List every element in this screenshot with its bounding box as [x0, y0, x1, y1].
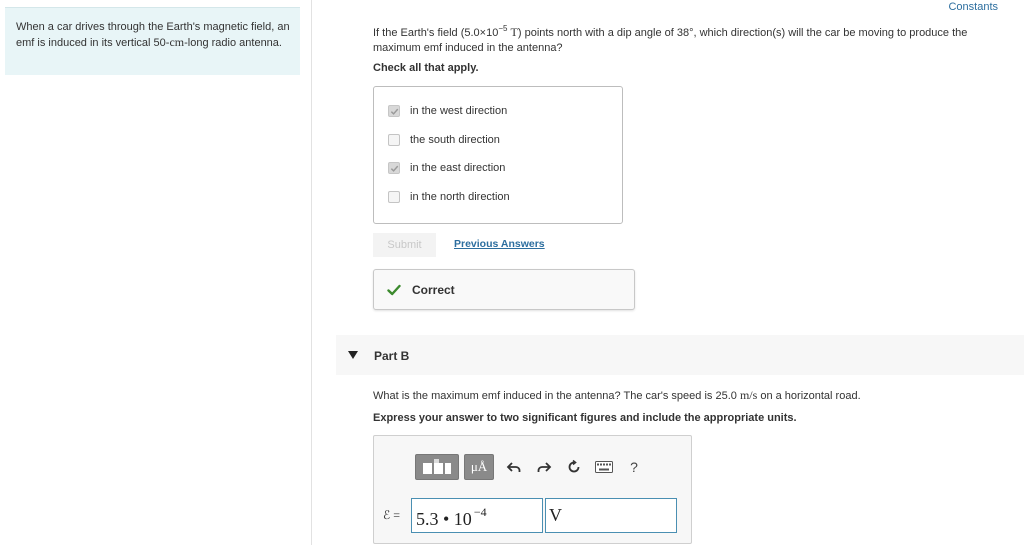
question-unit: m/s [739, 388, 758, 402]
units-button[interactable]: μÅ [464, 454, 494, 480]
choice-west[interactable] [388, 103, 507, 119]
checkbox-checked-icon[interactable] [388, 105, 400, 117]
choice-label: the south direction [410, 134, 500, 146]
question-text-before: What is the maximum emf induced in the antenna? The car's speed is 25.0 [373, 390, 740, 402]
undo-icon[interactable] [499, 454, 529, 480]
emf-symbol: ℰ = [383, 508, 401, 522]
choice-north[interactable] [388, 189, 510, 205]
help-icon[interactable]: ? [630, 459, 638, 475]
question-exponent: −5 [498, 24, 508, 33]
part-b-header[interactable] [336, 335, 1024, 375]
intro-text-after: -long radio antenna. [184, 37, 282, 49]
checkmark-icon [387, 283, 401, 297]
choice-east[interactable] [388, 160, 505, 176]
value-mantissa: 5.3 • 10 [416, 509, 472, 529]
part-a-question [373, 21, 1018, 56]
submit-button[interactable]: Submit [373, 233, 436, 257]
templates-button[interactable] [415, 454, 459, 480]
intro-unit: cm [169, 35, 185, 49]
part-b-title: Part B [374, 349, 410, 363]
choice-south[interactable] [388, 132, 500, 148]
choice-list [373, 86, 623, 224]
problem-intro [5, 7, 300, 75]
checkbox-checked-icon[interactable] [388, 162, 400, 174]
collapse-triangle-icon[interactable] [348, 351, 358, 359]
redo-icon[interactable] [529, 454, 559, 480]
question-text-after: on a horizontal road. [757, 390, 861, 402]
keyboard-icon[interactable] [589, 454, 619, 480]
previous-answers-link[interactable]: Previous Answers [454, 238, 545, 250]
choice-label: in the west direction [410, 105, 508, 117]
answer-value-field[interactable] [411, 498, 543, 533]
checkbox-icon[interactable] [388, 191, 400, 203]
value-exponent: −4 [473, 505, 487, 519]
math-toolbar [415, 453, 649, 481]
question-text-before: If the Earth's field (5.0×10 [373, 27, 499, 39]
choice-label: in the north direction [410, 191, 510, 203]
choice-label: in the east direction [410, 162, 506, 174]
question-unit: T [510, 25, 518, 39]
answer-box [373, 435, 692, 544]
part-b-instruction: Express your answer to two significant figures and include the appropriate units. [373, 412, 797, 424]
part-b-question [373, 388, 861, 403]
question-text-after: ) points north with a dip angle of 38°, which direction(s) will the car be moving to produce the maximum emf induced in the antenna? [373, 27, 968, 54]
intro-text-before: When a car drives through the Earth's magnetic field, an emf is induced in its vertical 50- [16, 21, 290, 49]
part-a-instruction: Check all that apply. [373, 62, 479, 74]
checkbox-icon[interactable] [388, 134, 400, 146]
reset-icon[interactable] [559, 454, 589, 480]
answer-unit-field[interactable] [545, 498, 677, 533]
constants-link[interactable]: Constants [948, 1, 998, 13]
vertical-divider [311, 0, 312, 545]
feedback-label: Correct [412, 283, 455, 297]
unit-value: V [549, 505, 562, 525]
templates-icon [422, 458, 452, 476]
feedback-correct [373, 269, 635, 310]
